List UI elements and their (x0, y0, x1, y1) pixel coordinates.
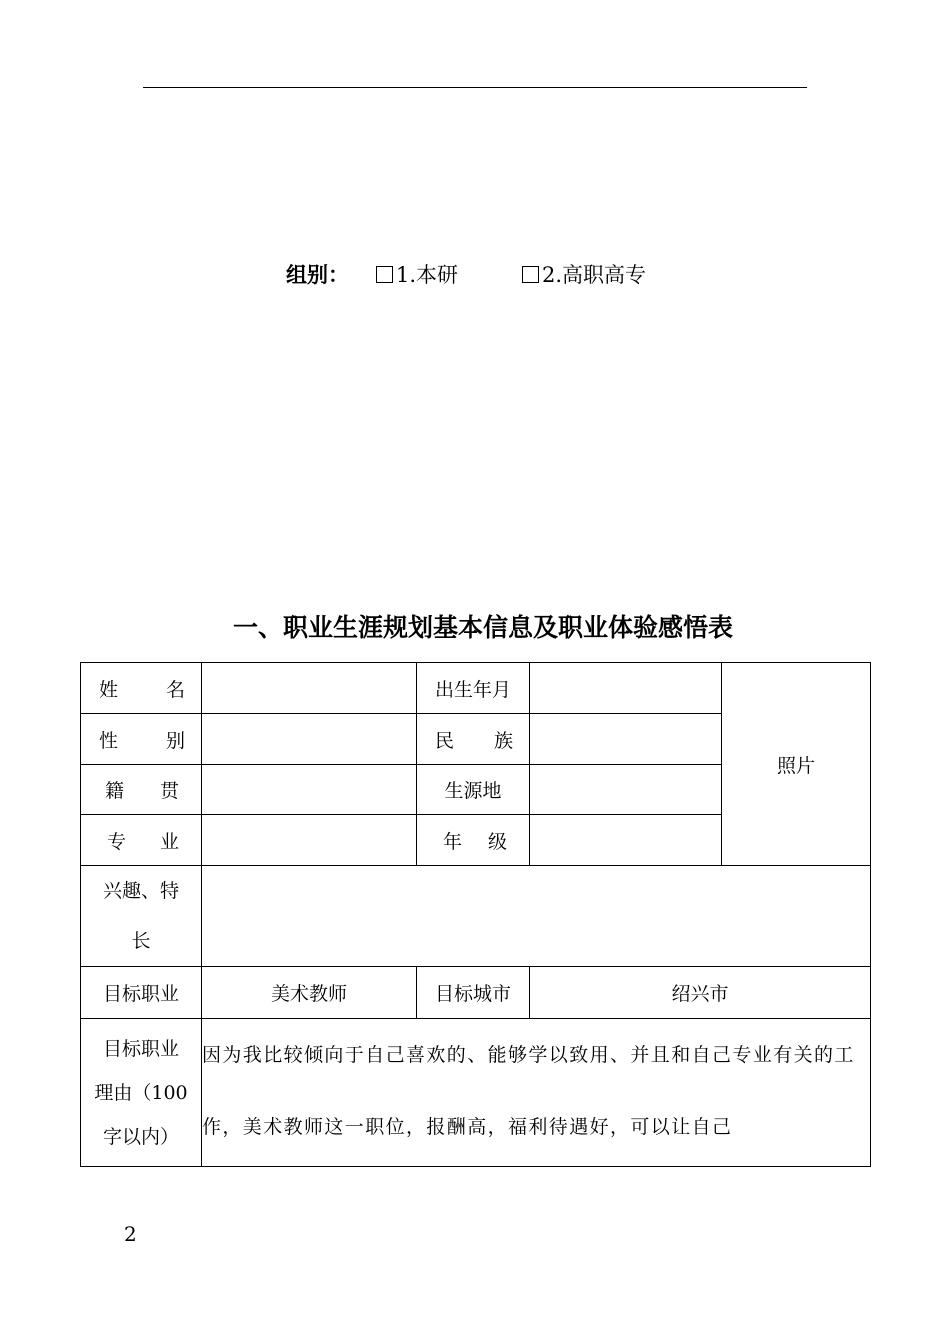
group-option-undergrad-label: 1.本研 (396, 263, 459, 287)
info-table (80, 662, 871, 1167)
native-place-field[interactable] (202, 765, 417, 815)
checkbox-icon[interactable] (522, 266, 539, 283)
origin-field[interactable] (530, 765, 722, 815)
target-city-value[interactable]: 绍兴市 (530, 967, 871, 1019)
grade-field[interactable] (530, 815, 722, 866)
gender-field[interactable] (202, 714, 417, 765)
target-job-label: 目标职业 (81, 967, 202, 1019)
photo-cell[interactable] (722, 663, 871, 866)
birth-field[interactable] (530, 663, 722, 714)
hobby-label: 兴趣、特 长 (81, 866, 202, 967)
origin-label: 生源地 (417, 765, 530, 815)
reason-label: 目标职业 理由（100 字以内） (81, 1019, 202, 1167)
group-option-vocational[interactable] (522, 258, 646, 292)
photo-label: 照片 (776, 754, 815, 777)
hobby-field[interactable] (202, 866, 871, 967)
group-option-undergrad[interactable] (376, 258, 458, 292)
major-field[interactable] (202, 815, 417, 866)
name-field[interactable] (202, 663, 417, 714)
reason-text[interactable]: 因为我比较倾向于自己喜欢的、能够学以致用、并且和自己专业有关的工作，美术教师这一职位，报酬高，福利待遇好，可以让自己 (202, 1019, 871, 1167)
group-option-vocational-label: 2.高职高专 (542, 263, 647, 287)
checkbox-icon[interactable] (376, 266, 393, 283)
target-job-value[interactable]: 美术教师 (202, 967, 417, 1019)
group-label: 组别： (286, 263, 349, 287)
ethnicity-field[interactable] (530, 714, 722, 765)
section-title: 一、职业生涯规划基本信息及职业体验感悟表 (232, 613, 733, 642)
page-number: 2 (124, 1222, 137, 1246)
gender-label: 性 别 (81, 714, 202, 765)
birth-label: 出生年月 (417, 663, 530, 714)
target-city-label: 目标城市 (417, 967, 530, 1019)
native-place-label: 籍 贯 (81, 765, 202, 815)
group-selector (0, 258, 950, 292)
name-label: 姓 名 (81, 663, 202, 714)
major-label: 专 业 (81, 815, 202, 866)
header-rule (143, 87, 807, 88)
ethnicity-label: 民 族 (417, 714, 530, 765)
grade-label: 年 级 (417, 815, 530, 866)
